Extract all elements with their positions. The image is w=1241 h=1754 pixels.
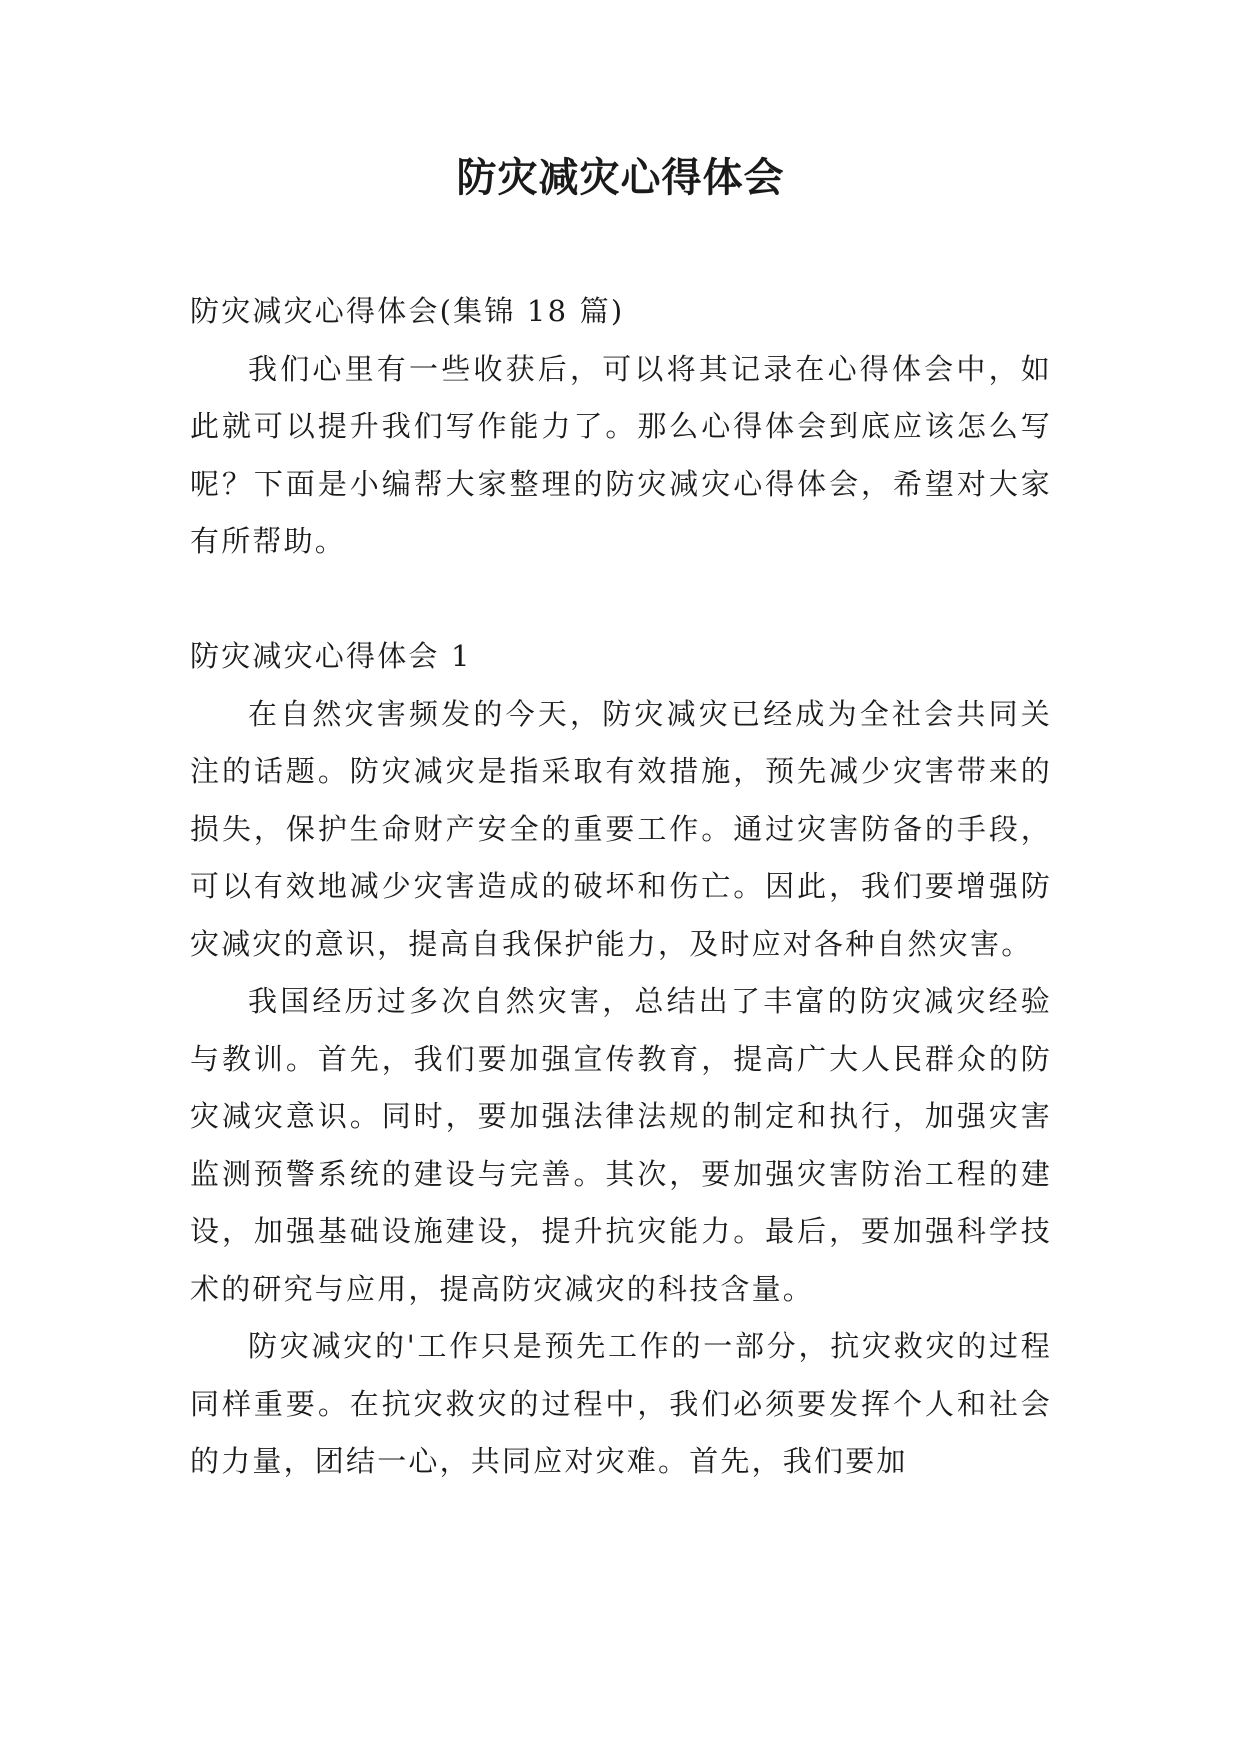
section-heading: 防灾减灾心得体会 1: [190, 639, 472, 673]
body-paragraph: 我国经历过多次自然灾害，总结出了丰富的防灾减灾经验与教训。首先，我们要加强宣传教育，提高广大人民群众的防灾减灾意识。同时，要加强法律法规的制定和执行，加强灾害监测预警系统的建设与完善。其次，要加强灾害防治工程的建设，加强基础设施建设，提升抗灾能力。最后，要加强科学技术的研究与应用，提高防灾减灾的科技含量。: [190, 984, 1052, 1306]
paragraph-gap: [190, 571, 1052, 629]
document-title: 防灾减灾心得体会: [456, 154, 785, 201]
document-body: [190, 283, 1052, 1491]
body-paragraph: 防灾减灾的'工作只是预先工作的一部分，抗灾救灾的过程同样重要。在抗灾救灾的过程中，我们必须要发挥个人和社会的力量，团结一心，共同应对灾难。首先，我们要加: [190, 1329, 1052, 1478]
body-paragraph: 在自然灾害频发的今天，防灾减灾已经成为全社会共同关注的话题。防灾减灾是指采取有效措施，预先减少灾害带来的损失，保护生命财产安全的重要工作。通过灾害防备的手段，可以有效地减少灾害造成的破坏和伤亡。因此，我们要增强防灾减灾的意识，提高自我保护能力，及时应对各种自然灾害。: [190, 696, 1052, 961]
document-subtitle: 防灾减灾心得体会(集锦 18 篇): [190, 294, 625, 328]
intro-paragraph: 我们心里有一些收获后，可以将其记录在心得体会中，如此就可以提升我们写作能力了。那么心得体会到底应该怎么写呢？下面是小编帮大家整理的防灾减灾心得体会，希望对大家有所帮助。: [190, 351, 1052, 558]
